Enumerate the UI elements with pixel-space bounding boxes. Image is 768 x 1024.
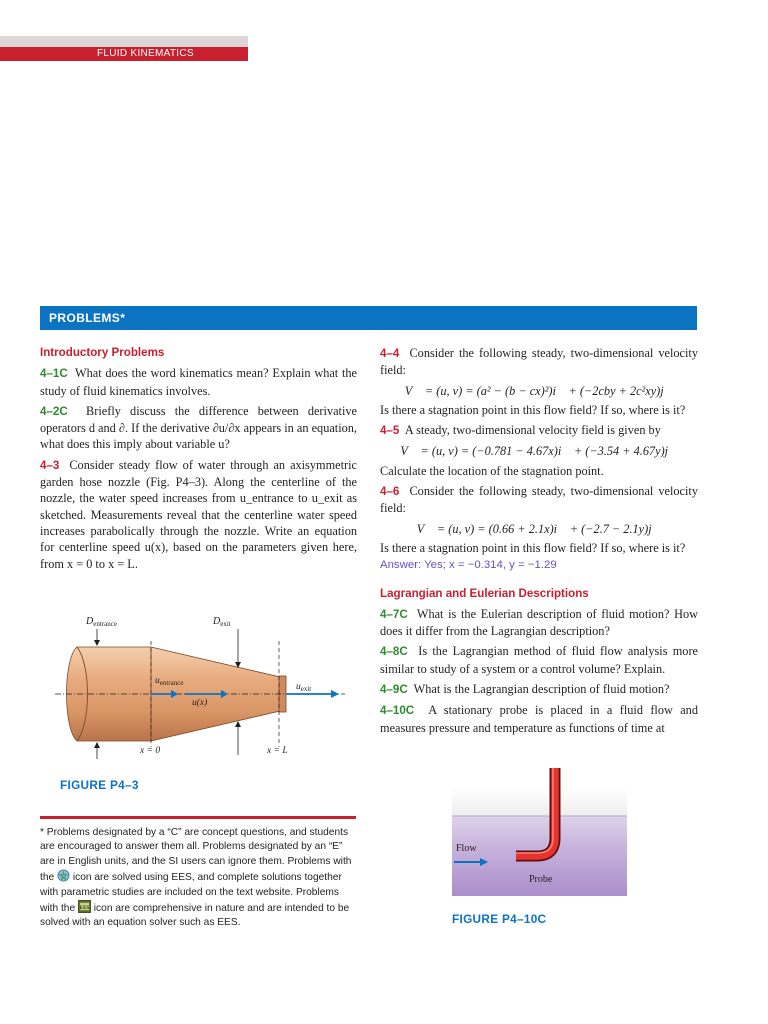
svg-text:Dentrance: [85, 616, 117, 628]
svg-text:uexit: [296, 682, 311, 693]
problem-text: Consider steady flow of water through an axisymmetric garden hose nozzle (Fig. P4–3). Along the centerline of the nozzle, the water speed increases from u_entrance to u_exit as sketched. Measurements reveal that the centerline water speed increases parabolically through the nozzle. Write an equation for centerline speed u(x), based on the parameters given here, from x = 0 to x = L.: [40, 457, 358, 571]
u-exit-label: u: [296, 682, 301, 692]
problem-text: Is the Lagrangian method of fluid flow analysis more similar to study of a system or a control volume? Explain.: [380, 644, 699, 676]
footnote: [40, 826, 358, 931]
problem-4-6-answer: Answer: Yes; x = −0.314, y = −1.29: [380, 559, 557, 572]
problem-text: Briefly discuss the difference between derivative operators d and ∂. If the derivative ∂u/∂x appears in an equation, what does this imply about variable u?: [40, 403, 358, 452]
problem-4-10c: [380, 702, 698, 736]
problem-text: What is the Eulerian description of fluid motion? How does it differ from the Lagrangian description?: [380, 606, 698, 639]
u-entrance-label: u: [155, 676, 160, 686]
equation-4-4: V⃗ = (u, v) = (a² − (b − cx)²)i⃗ + (−2cby + 2c²xy)j⃗: [404, 383, 674, 398]
svg-text:EES: EES: [79, 904, 90, 911]
footnote-rule: [40, 816, 356, 819]
problem-4-7c: [380, 606, 698, 640]
problem-number: 4–8C: [380, 645, 408, 659]
left-column: [40, 345, 357, 576]
problem-text: A stationary probe is placed in a fluid flow and measures pressure and temperature as functions of time at: [380, 703, 698, 735]
x0-label: x = 0: [140, 746, 161, 756]
right-column: [380, 345, 698, 740]
nozzle-figure: [55, 605, 345, 765]
problem-4-6-question: Is there a stagnation point in this flow field? If so, where is it?: [380, 540, 686, 555]
footnote-text-2: icon are solved using EES, and complete solutions together with parametric studies are included on the text website. Problems with the: [40, 872, 342, 915]
section-heading-lagrangian: Lagrangian and Eulerian Descriptions: [380, 586, 589, 600]
problem-4-9c: [380, 681, 698, 698]
problem-4-5: [380, 422, 698, 439]
u-entrance-subscript: entrance: [159, 679, 184, 687]
problem-4-3: [40, 457, 357, 572]
probe-figure: [452, 768, 627, 898]
running-head: FLUID KINEMATICS: [97, 48, 194, 59]
problem-text: What is the Lagrangian description of fluid motion?: [413, 682, 670, 697]
d-entrance-label: D: [86, 616, 94, 627]
problem-4-2c: [40, 403, 357, 453]
problem-number: 4–1C: [40, 367, 68, 381]
problem-4-6: [380, 483, 698, 517]
problem-number: 4–2C: [40, 404, 68, 418]
problems-banner-title: PROBLEMS*: [49, 311, 126, 325]
xl-label: x = L: [267, 746, 288, 756]
figure-p4-3-caption: FIGURE P4–3: [60, 778, 139, 792]
footnote-text-1: * Problems designated by a “C” are concept questions, and students are encouraged to answer them all. Problems designated by an “E” are in English units, and the SI users can ignore them. Problems with the: [40, 827, 352, 884]
problem-4-1c: [40, 365, 357, 399]
svg-text:Dexit: [212, 616, 231, 628]
problem-number: 4–10C: [380, 704, 415, 718]
problem-number: 4–6: [380, 485, 400, 499]
problem-text: Consider the following steady, two-dimensional velocity field:: [380, 346, 698, 378]
equation-4-5: V⃗ = (u, v) = (−0.781 − 4.67x)i⃗ + (−3.54 + 4.67y)j⃗: [400, 444, 678, 459]
problem-number: 4–5: [380, 424, 400, 438]
problem-text: What does the word kinematics mean? Explain what the study of fluid kinematics involves.: [40, 366, 357, 398]
problem-4-4-question: Is there a stagnation point in this flow field? If so, where is it?: [380, 402, 686, 417]
problem-number: 4–9C: [380, 683, 408, 697]
problems-banner: [40, 306, 697, 330]
problem-number: 4–7C: [380, 607, 408, 621]
ees-disc-icon: [57, 869, 70, 882]
d-exit-label: D: [213, 616, 221, 627]
flow-label: Flow: [456, 843, 477, 854]
problem-text: Consider the following steady, two-dimensional velocity field:: [380, 484, 698, 516]
ux-label: u(x): [192, 698, 208, 708]
problem-4-5-question: Calculate the location of the stagnation point.: [380, 463, 604, 478]
problem-4-8c: [380, 643, 698, 677]
running-head-bar: [0, 36, 248, 47]
u-exit-subscript: exit: [300, 685, 312, 693]
section-heading-introductory: Introductory Problems: [40, 346, 165, 359]
figure-p4-10c-caption: FIGURE P4–10C: [452, 912, 547, 926]
problem-4-4: [380, 345, 698, 379]
d-entrance-subscript: entrance: [93, 620, 117, 628]
probe-label: Probe: [529, 874, 553, 885]
equation-4-6: V⃗ = (u, v) = (0.66 + 2.1x)i⃗ + (−2.7 − 2.1y)j⃗: [416, 521, 662, 536]
d-exit-subscript: exit: [220, 620, 231, 628]
footnote-text-3: icon are comprehensive in nature and are intended to be solved with an equation solver such as EES.: [40, 903, 350, 929]
problem-number: 4–3: [40, 458, 60, 472]
problem-number: 4–4: [380, 347, 400, 360]
problem-text: A steady, two-dimensional velocity field is given by: [404, 423, 661, 438]
comprehensive-problem-icon: [78, 900, 91, 913]
